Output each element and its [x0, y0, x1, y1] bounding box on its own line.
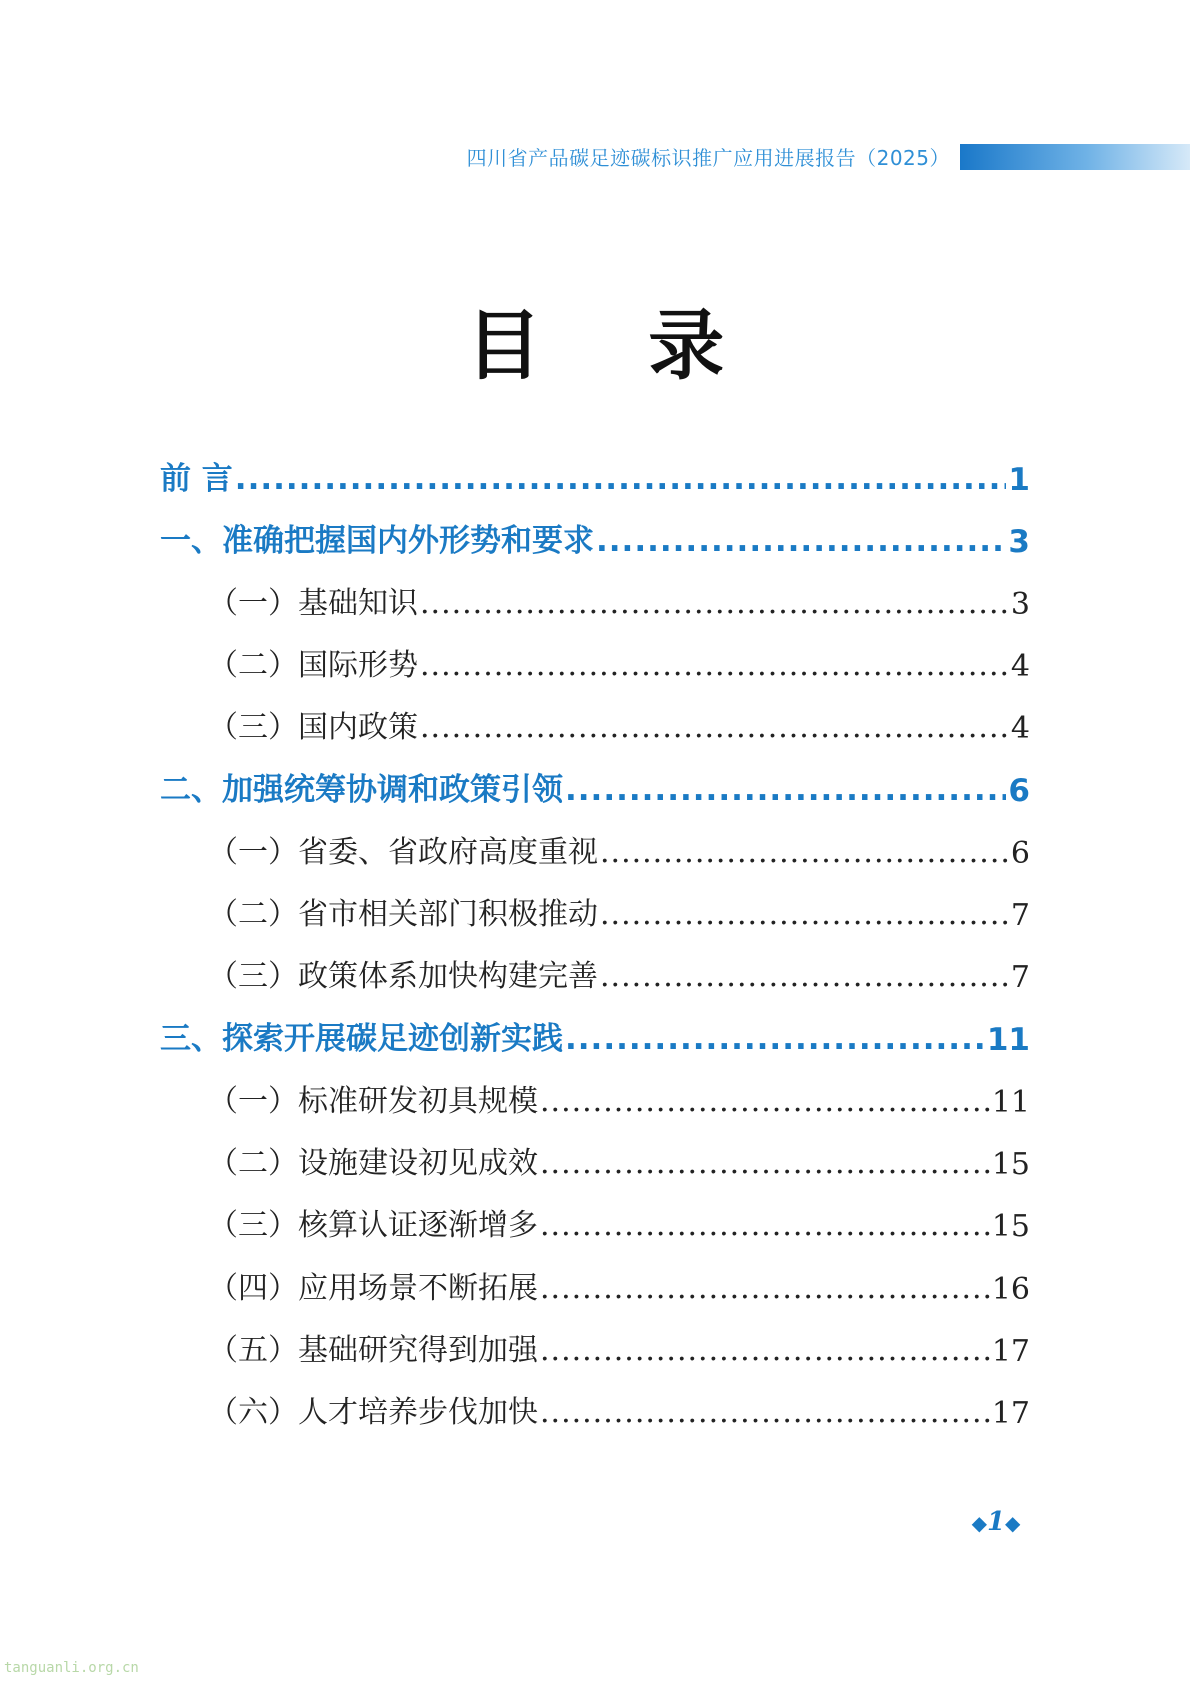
toc-entry-page: 11	[991, 1085, 1030, 1120]
toc-entry-page: 17	[991, 1334, 1030, 1369]
toc-entry-page: 6	[1010, 836, 1030, 871]
toc-entry-label: （五）基础研究得到加强	[208, 1333, 538, 1368]
toc-entry-label: （三）政策体系加快构建完善	[208, 959, 598, 994]
toc-entry-label: （三）国内政策	[208, 710, 418, 745]
toc-entry-section[interactable]	[208, 1194, 1030, 1244]
toc-leader-dots	[540, 1146, 990, 1182]
toc-entry-page: 1	[1008, 462, 1030, 498]
toc-entry-section[interactable]	[208, 634, 1030, 684]
toc-entry-section[interactable]	[208, 1132, 1030, 1182]
toc-entry-page: 15	[991, 1147, 1030, 1182]
running-header-title: 四川省产品碳足迹碳标识推广应用进展报告（2025）	[466, 146, 950, 170]
toc-leader-dots	[420, 710, 1009, 746]
diamond-icon: ◆	[971, 1511, 987, 1535]
toc-leader-dots	[540, 1208, 990, 1244]
page-number	[960, 1507, 1032, 1537]
toc-entry-label: （六）人才培养步伐加快	[208, 1395, 538, 1430]
toc-leader-dots	[596, 523, 1006, 560]
toc-entry-page: 11	[986, 1022, 1030, 1058]
toc-leader-dots	[600, 897, 1009, 933]
toc-entry-page: 17	[991, 1396, 1030, 1431]
toc-leader-dots	[540, 1395, 990, 1431]
toc-entry-label: （一）基础知识	[208, 586, 418, 621]
toc-leader-dots	[420, 648, 1009, 684]
diamond-icon: ◆	[1005, 1511, 1021, 1535]
toc-entry-page: 15	[991, 1209, 1030, 1244]
watermark: tanguanli.org.cn	[4, 1660, 139, 1676]
toc-entry-label: （四）应用场景不断拓展	[208, 1271, 538, 1306]
toc-leader-dots	[420, 586, 1009, 622]
toc-entry-page: 6	[1008, 773, 1030, 809]
toc-entry-label: （二）国际形势	[208, 648, 418, 683]
toc-entry-preface[interactable]	[160, 448, 1030, 498]
page-number-value: 1	[986, 1507, 1006, 1537]
toc-entry-chapter-2[interactable]	[160, 759, 1030, 809]
toc-leader-dots	[540, 1084, 990, 1120]
toc-entry-label: 二、加强统筹协调和政策引领	[160, 772, 563, 808]
toc-leader-dots	[235, 461, 1007, 498]
toc-entry-label: 三、探索开展碳足迹创新实践	[160, 1021, 563, 1057]
toc-entry-page: 7	[1010, 960, 1030, 995]
toc-entry-section[interactable]	[208, 1381, 1030, 1431]
toc-entry-label: 前 言	[160, 461, 233, 497]
toc-entry-label: （二）省市相关部门积极推动	[208, 897, 598, 932]
toc-entry-page: 3	[1010, 587, 1030, 622]
toc-entry-page: 4	[1010, 711, 1030, 746]
toc-entry-section[interactable]	[208, 696, 1030, 746]
toc-entry-label: （二）设施建设初见成效	[208, 1146, 538, 1181]
toc-leader-dots	[540, 1271, 990, 1307]
page-title: 目 录	[465, 301, 765, 390]
toc-entry-page: 16	[991, 1272, 1030, 1307]
toc-entry-chapter-3[interactable]	[160, 1008, 1030, 1058]
toc-entry-section[interactable]	[208, 1319, 1030, 1369]
toc-leader-dots	[600, 959, 1009, 995]
toc-leader-dots	[565, 1021, 985, 1058]
toc-entry-label: （一）省委、省政府高度重视	[208, 835, 598, 870]
toc-leader-dots	[540, 1333, 990, 1369]
toc-leader-dots	[600, 835, 1009, 871]
toc-entry-section[interactable]	[208, 883, 1030, 933]
toc-entry-label: 一、准确把握国内外形势和要求	[160, 523, 594, 559]
toc-entry-page: 7	[1010, 898, 1030, 933]
toc-entry-label: （一）标准研发初具规模	[208, 1084, 538, 1119]
toc-entry-section[interactable]	[208, 1070, 1030, 1120]
toc-entry-section[interactable]	[208, 945, 1030, 995]
toc-entry-label: （三）核算认证逐渐增多	[208, 1208, 538, 1243]
toc-entry-chapter-1[interactable]	[160, 510, 1030, 560]
toc-entry-section[interactable]	[208, 821, 1030, 871]
toc-entry-page: 4	[1010, 649, 1030, 684]
toc-leader-dots	[565, 772, 1006, 809]
toc-entry-section[interactable]	[208, 1257, 1030, 1307]
toc-entry-section[interactable]	[208, 572, 1030, 622]
toc-entry-page: 3	[1008, 524, 1030, 560]
